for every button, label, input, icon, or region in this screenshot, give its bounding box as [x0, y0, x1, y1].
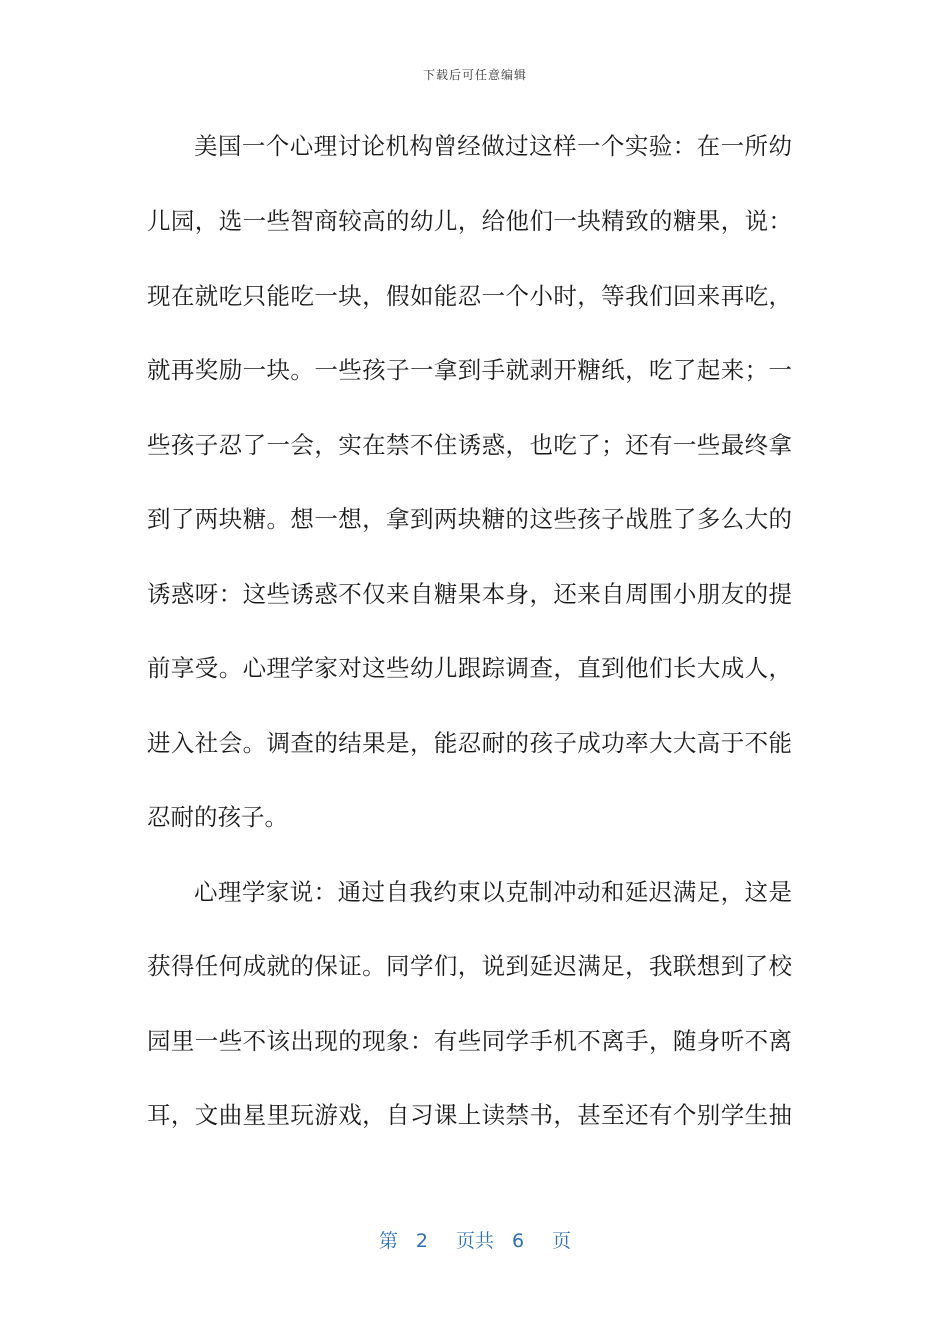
paragraph-1-line-2: 儿园，选一些智商较高的幼儿，给他们一块精致的糖果，说：	[147, 207, 792, 235]
paragraph-2-line-3: 园里一些不该出现的现象：有些同学手机不离手，随身听不离	[147, 1027, 792, 1055]
paragraph-2-line-1: 心理学家说：通过自我约束以克制冲动和延迟满足，这是	[194, 878, 792, 906]
paragraph-1-line-5: 些孩子忍了一会，实在禁不住诱惑，也吃了；还有一些最终拿	[147, 431, 792, 459]
paragraph-1-line-3: 现在就吃只能吃一块，假如能忍一个小时，等我们回来再吃，	[147, 282, 792, 310]
paragraph-2-line-2: 获得任何成就的保证。同学们，说到延迟满足，我联想到了校	[147, 952, 792, 980]
footer-suffix: 页	[552, 1230, 572, 1252]
paragraph-1-line-9: 进入社会。调查的结果是，能忍耐的孩子成功率大大高于不能	[147, 729, 792, 757]
footer-total-pages: 6	[512, 1230, 525, 1252]
paragraph-1-line-1: 美国一个心理讨论机构曾经做过这样一个实验：在一所幼	[194, 132, 792, 160]
paragraph-1-line-8: 前享受。心理学家对这些幼儿跟踪调查，直到他们长大成人，	[147, 654, 792, 682]
paragraph-2-line-4: 耳，文曲星里玩游戏，自习课上读禁书，甚至还有个别学生抽	[147, 1101, 792, 1129]
footer-middle: 页共	[455, 1230, 494, 1252]
page-header: 下载后可任意编辑	[422, 68, 527, 82]
paragraph-1-line-10: 忍耐的孩子。	[147, 803, 288, 831]
paragraph-1-line-6: 到了两块糖。想一想，拿到两块糖的这些孩子战胜了多么大的	[147, 505, 792, 533]
paragraph-1-line-4: 就再奖励一块。一些孩子一拿到手就剥开糖纸，吃了起来；一	[147, 356, 792, 384]
footer-prefix: 第	[378, 1230, 398, 1252]
footer-page-number: 2	[415, 1230, 428, 1252]
page-footer	[0, 1226, 950, 1253]
paragraph-1-line-7: 诱惑呀：这些诱惑不仅来自糖果本身，还来自周围小朋友的提	[147, 580, 792, 608]
